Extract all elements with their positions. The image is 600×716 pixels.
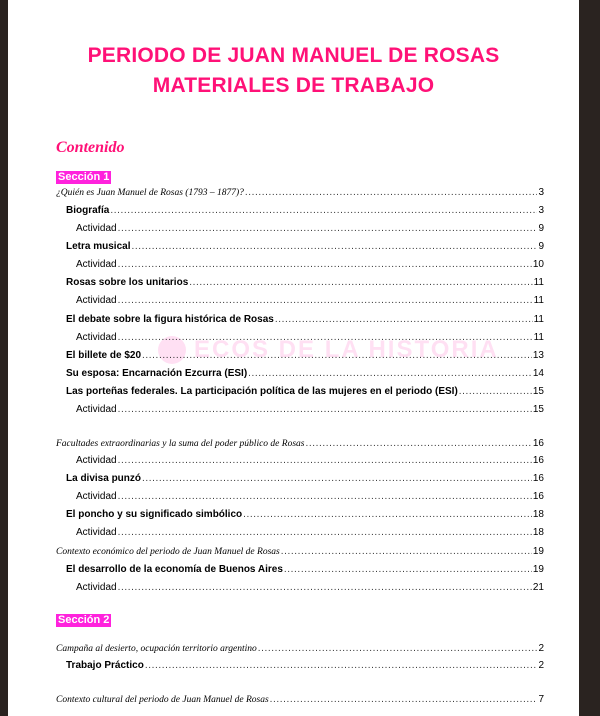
toc-leader-dots bbox=[270, 694, 538, 706]
toc-entry-page-number: 18 bbox=[532, 509, 544, 520]
toc-entry[interactable] bbox=[56, 546, 544, 558]
toc-entry[interactable] bbox=[66, 350, 544, 362]
toc-entry[interactable] bbox=[56, 643, 544, 655]
toc-entry-title: Trabajo Práctico bbox=[66, 660, 144, 671]
toc-entry-page-number: 13 bbox=[532, 350, 544, 361]
toc-entry[interactable] bbox=[66, 205, 544, 217]
toc-entry-page-number: 2 bbox=[538, 643, 544, 654]
toc-entry[interactable] bbox=[66, 241, 544, 253]
toc-leader-dots bbox=[118, 491, 532, 503]
toc-entry-title: Actividad bbox=[76, 259, 117, 270]
toc-leader-dots bbox=[118, 259, 532, 271]
toc-entry-title: Contexto cultural del periodo de Juan Manuel de Rosas bbox=[56, 695, 269, 705]
toc-entry[interactable] bbox=[76, 455, 544, 467]
toc-leader-dots bbox=[258, 643, 538, 655]
toc-leader-dots bbox=[281, 546, 532, 558]
document-title-line1: PERIODO DE JUAN MANUEL DE ROSAS bbox=[87, 44, 500, 67]
toc-entry-title: Actividad bbox=[76, 223, 117, 234]
toc-entry-page-number: 10 bbox=[532, 259, 544, 270]
toc-entry-page-number: 11 bbox=[533, 295, 544, 306]
toc-entry-page-number: 16 bbox=[532, 473, 544, 484]
toc-entry[interactable] bbox=[76, 332, 544, 344]
toc-leader-dots bbox=[189, 277, 532, 289]
toc-entry[interactable] bbox=[76, 582, 544, 594]
toc-entry[interactable] bbox=[66, 509, 544, 521]
toc-entry-title: Actividad bbox=[76, 295, 117, 306]
toc-entry-title: Actividad bbox=[76, 491, 117, 502]
toc-entry-page-number: 15 bbox=[532, 386, 544, 397]
toc-leader-dots bbox=[145, 660, 538, 672]
toc-entry[interactable] bbox=[76, 404, 544, 416]
contents-heading: Contenido bbox=[56, 139, 125, 156]
toc-leader-dots bbox=[284, 564, 532, 576]
toc-entry[interactable] bbox=[76, 527, 544, 539]
toc-entry-title: Biografía bbox=[66, 205, 110, 216]
toc-entry-page-number: 2 bbox=[538, 660, 544, 671]
toc-entry-page-number: 15 bbox=[532, 404, 544, 415]
toc-entry[interactable] bbox=[66, 368, 544, 380]
toc-entry[interactable] bbox=[66, 314, 544, 326]
toc-entry-title: Actividad bbox=[76, 455, 117, 466]
toc-entry-page-number: 19 bbox=[532, 546, 544, 557]
toc-entry-title: Actividad bbox=[76, 527, 117, 538]
toc-entry-title: La divisa punzó bbox=[66, 473, 142, 484]
toc-entry[interactable] bbox=[76, 491, 544, 503]
toc-leader-dots bbox=[131, 241, 537, 253]
toc-leader-dots bbox=[118, 582, 532, 594]
toc-entry[interactable] bbox=[66, 277, 544, 289]
toc-entry[interactable] bbox=[66, 564, 544, 576]
toc-entry[interactable] bbox=[66, 473, 544, 485]
toc-entry-page-number: 11 bbox=[533, 314, 544, 325]
toc-entry-page-number: 16 bbox=[532, 455, 544, 466]
toc-leader-dots bbox=[142, 473, 532, 485]
toc-entry-title: El debate sobre la figura histórica de Rosas bbox=[66, 314, 274, 325]
toc-entry-page-number: 11 bbox=[533, 332, 544, 343]
toc-entry-page-number: 7 bbox=[538, 694, 544, 705]
watermark-text: ECOS DE LA HISTORIA bbox=[194, 336, 499, 363]
toc-entry-title: Rosas sobre los unitarios bbox=[66, 277, 189, 288]
toc-leader-dots bbox=[245, 187, 538, 199]
document-page bbox=[8, 0, 579, 716]
toc-entry-page-number: 21 bbox=[532, 582, 544, 593]
toc-entry-title: El desarrollo de la economía de Buenos Aires bbox=[66, 564, 283, 575]
toc-leader-dots bbox=[118, 455, 532, 467]
toc-entry-page-number: 19 bbox=[532, 564, 544, 575]
toc-leader-dots bbox=[118, 332, 533, 344]
toc-entry-page-number: 11 bbox=[533, 277, 544, 288]
toc-entry-page-number: 9 bbox=[538, 223, 544, 234]
toc-leader-dots bbox=[248, 368, 532, 380]
toc-entry-page-number: 18 bbox=[532, 527, 544, 538]
toc-entry-title: ¿Quién es Juan Manuel de Rosas (1793 – 1877)? bbox=[56, 188, 244, 198]
section-2-label: Sección 2 bbox=[58, 614, 110, 626]
toc-leader-dots bbox=[118, 527, 532, 539]
toc-entry-page-number: 16 bbox=[532, 438, 544, 449]
document-title-line2: MATERIALES DE TRABAJO bbox=[152, 74, 435, 97]
toc-leader-dots bbox=[243, 509, 532, 521]
toc-entry[interactable] bbox=[56, 438, 544, 450]
toc-entry-page-number: 9 bbox=[538, 241, 544, 252]
toc-entry-title: Letra musical bbox=[66, 241, 131, 252]
toc-entry-title: Actividad bbox=[76, 404, 117, 415]
toc-leader-dots bbox=[142, 350, 532, 362]
toc-entry-title: El poncho y su significado simbólico bbox=[66, 509, 243, 520]
toc-entry[interactable] bbox=[66, 386, 544, 398]
toc-entry-page-number: 16 bbox=[532, 491, 544, 502]
toc-leader-dots bbox=[118, 404, 532, 416]
toc-leader-dots bbox=[459, 386, 532, 398]
toc-entry-title: Facultades extraordinarias y la suma del poder público de Rosas bbox=[56, 439, 305, 449]
toc-entry[interactable] bbox=[56, 694, 544, 706]
section-1-label: Sección 1 bbox=[58, 171, 110, 183]
toc-entry-title: Campaña al desierto, ocupación territorio argentino bbox=[56, 644, 257, 654]
toc-entry[interactable] bbox=[66, 660, 544, 672]
toc-leader-dots bbox=[305, 438, 531, 450]
toc-entry[interactable] bbox=[76, 295, 544, 307]
toc-entry-title: Su esposa: Encarnación Ezcurra (ESI) bbox=[66, 368, 248, 379]
toc-leader-dots bbox=[275, 314, 533, 326]
toc-entry[interactable] bbox=[56, 187, 544, 199]
toc-entry-title: Actividad bbox=[76, 582, 117, 593]
toc-entry-title: Las porteñas federales. La participación política de las mujeres en el periodo (ESI) bbox=[66, 386, 458, 397]
toc-entry-title: Actividad bbox=[76, 332, 117, 343]
toc-entry-page-number: 14 bbox=[532, 368, 544, 379]
toc-entry-page-number: 3 bbox=[538, 187, 544, 198]
toc-entry-page-number: 3 bbox=[538, 205, 544, 216]
toc-entry[interactable] bbox=[76, 259, 544, 271]
toc-entry[interactable] bbox=[76, 223, 544, 235]
toc-leader-dots bbox=[118, 295, 533, 307]
toc-leader-dots bbox=[110, 205, 537, 217]
toc-entry-title: El billete de $20 bbox=[66, 350, 142, 361]
toc-leader-dots bbox=[118, 223, 538, 235]
toc-entry-title: Contexto económico del periodo de Juan Manuel de Rosas bbox=[56, 547, 280, 557]
